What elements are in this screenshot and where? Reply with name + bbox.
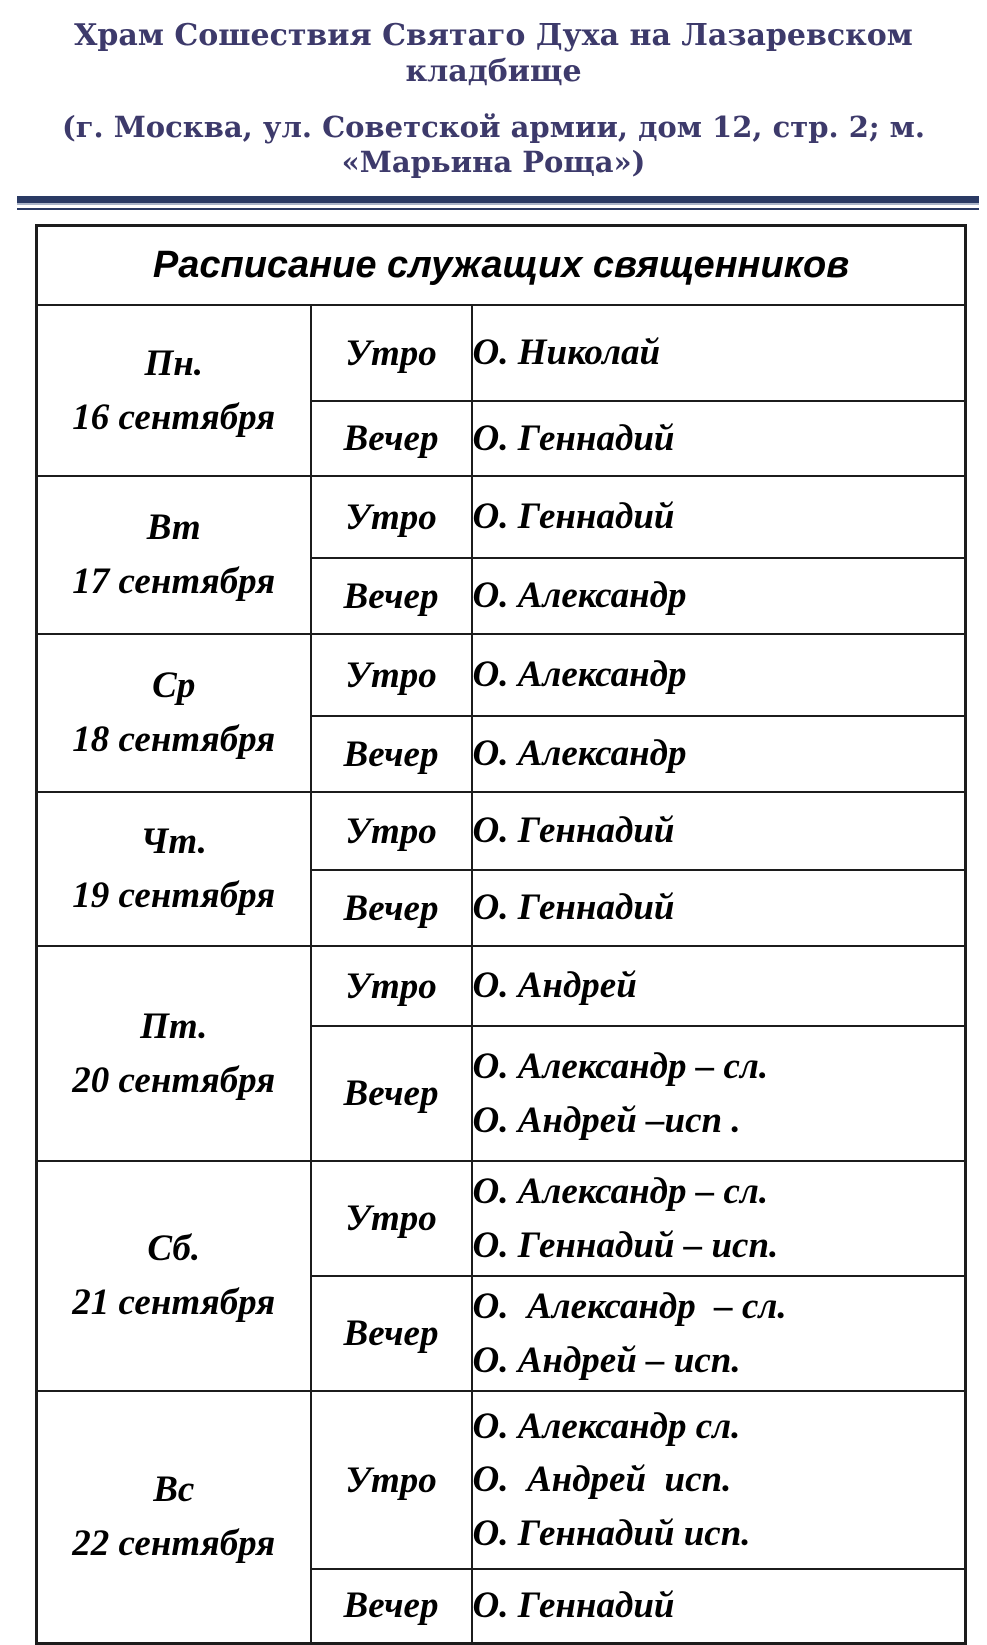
day-date: 16 сентября bbox=[72, 396, 276, 438]
priest-cell bbox=[472, 401, 966, 476]
priest-name: О. Александр bbox=[472, 575, 687, 617]
time-cell-evening: Вечер bbox=[311, 401, 472, 476]
priest-name: О. Геннадий bbox=[472, 496, 675, 538]
day-date: 17 сентября bbox=[72, 561, 276, 603]
priest-cell bbox=[472, 716, 966, 792]
day-cell-sat bbox=[37, 1161, 311, 1391]
table-row bbox=[37, 1161, 966, 1276]
day-cell-tue bbox=[37, 476, 311, 634]
table-row bbox=[37, 634, 966, 716]
day-date: 18 сентября bbox=[72, 719, 276, 761]
table-row bbox=[37, 305, 966, 401]
divider-thin-bar bbox=[17, 208, 979, 210]
priest-cell bbox=[472, 1276, 966, 1391]
day-label: Пт. bbox=[140, 1005, 208, 1047]
time-cell-morning: Утро bbox=[311, 792, 472, 870]
priest-name: О. Александр – сл. bbox=[472, 1170, 769, 1212]
priest-name: О. Николай bbox=[472, 332, 661, 374]
divider-thick-bar bbox=[17, 196, 979, 205]
priest-cell bbox=[472, 558, 966, 634]
priest-cell bbox=[472, 870, 966, 946]
day-cell-fri bbox=[37, 946, 311, 1161]
day-label: Ср bbox=[152, 665, 196, 707]
time-cell-morning: Утро bbox=[311, 1161, 472, 1276]
priest-name: О. Александр bbox=[472, 733, 687, 775]
day-cell-mon bbox=[37, 305, 311, 476]
priest-name: О. Андрей исп. bbox=[472, 1459, 732, 1501]
priest-cell bbox=[472, 476, 966, 558]
day-date: 20 сентября bbox=[72, 1059, 276, 1101]
priest-cell bbox=[472, 634, 966, 716]
priest-name: О. Александр – сл. bbox=[472, 1045, 769, 1087]
day-cell-thu bbox=[37, 792, 311, 946]
schedule-title: Расписание служащих священников bbox=[37, 225, 966, 305]
priest-name: О. Андрей – исп. bbox=[472, 1339, 741, 1381]
priest-name: О. Геннадий bbox=[472, 417, 675, 459]
church-title: Храм Сошествия Святаго Духа на Лазаревском кладбище bbox=[74, 18, 913, 89]
priest-name: О. Андрей –исп . bbox=[472, 1099, 741, 1141]
time-cell-evening: Вечер bbox=[311, 1276, 472, 1391]
priest-cell bbox=[472, 1161, 966, 1276]
priest-cell bbox=[472, 792, 966, 870]
priest-name: О. Геннадий bbox=[472, 810, 675, 852]
day-date: 22 сентября bbox=[72, 1522, 276, 1564]
church-address: (г. Москва, ул. Советской армии, дом 12, стр. 2; м. «Марьина Роща») bbox=[62, 110, 925, 179]
time-cell-morning: Утро bbox=[311, 1391, 472, 1569]
priest-cell bbox=[472, 1569, 966, 1643]
table-row bbox=[37, 792, 966, 870]
schedule-table bbox=[35, 224, 967, 1645]
day-cell-wed bbox=[37, 634, 311, 792]
time-cell-evening: Вечер bbox=[311, 1569, 472, 1643]
document-header bbox=[0, 0, 987, 180]
priest-cell bbox=[472, 1391, 966, 1569]
priest-name: О. Геннадий bbox=[472, 1585, 675, 1627]
priest-cell bbox=[472, 305, 966, 401]
table-row bbox=[37, 1391, 966, 1569]
day-label: Вт bbox=[146, 507, 201, 549]
priest-name: О. Александр bbox=[472, 654, 687, 696]
priest-cell bbox=[472, 946, 966, 1026]
time-cell-morning: Утро bbox=[311, 946, 472, 1026]
priest-name: О. Геннадий bbox=[472, 887, 675, 929]
time-cell-morning: Утро bbox=[311, 634, 472, 716]
horizontal-divider bbox=[17, 196, 979, 210]
table-row bbox=[37, 946, 966, 1026]
priest-name: О. Геннадий – исп. bbox=[472, 1224, 779, 1266]
day-label: Сб. bbox=[147, 1228, 201, 1270]
day-label: Вс bbox=[153, 1469, 195, 1511]
day-label: Чт. bbox=[140, 821, 207, 863]
day-date: 21 сентября bbox=[72, 1282, 276, 1324]
time-cell-evening: Вечер bbox=[311, 558, 472, 634]
priest-name: О. Александр – сл. bbox=[472, 1285, 787, 1327]
priest-name: О. Андрей bbox=[472, 965, 637, 1007]
day-label: Пн. bbox=[144, 342, 204, 384]
priest-name: О. Александр сл. bbox=[472, 1405, 741, 1447]
time-cell-evening: Вечер bbox=[311, 870, 472, 946]
time-cell-evening: Вечер bbox=[311, 716, 472, 792]
time-cell-morning: Утро bbox=[311, 305, 472, 401]
priest-name: О. Геннадий исп. bbox=[472, 1512, 751, 1554]
time-cell-morning: Утро bbox=[311, 476, 472, 558]
time-cell-evening: Вечер bbox=[311, 1026, 472, 1161]
priest-cell bbox=[472, 1026, 966, 1161]
day-cell-sun bbox=[37, 1391, 311, 1643]
day-date: 19 сентября bbox=[72, 875, 276, 917]
table-row bbox=[37, 476, 966, 558]
